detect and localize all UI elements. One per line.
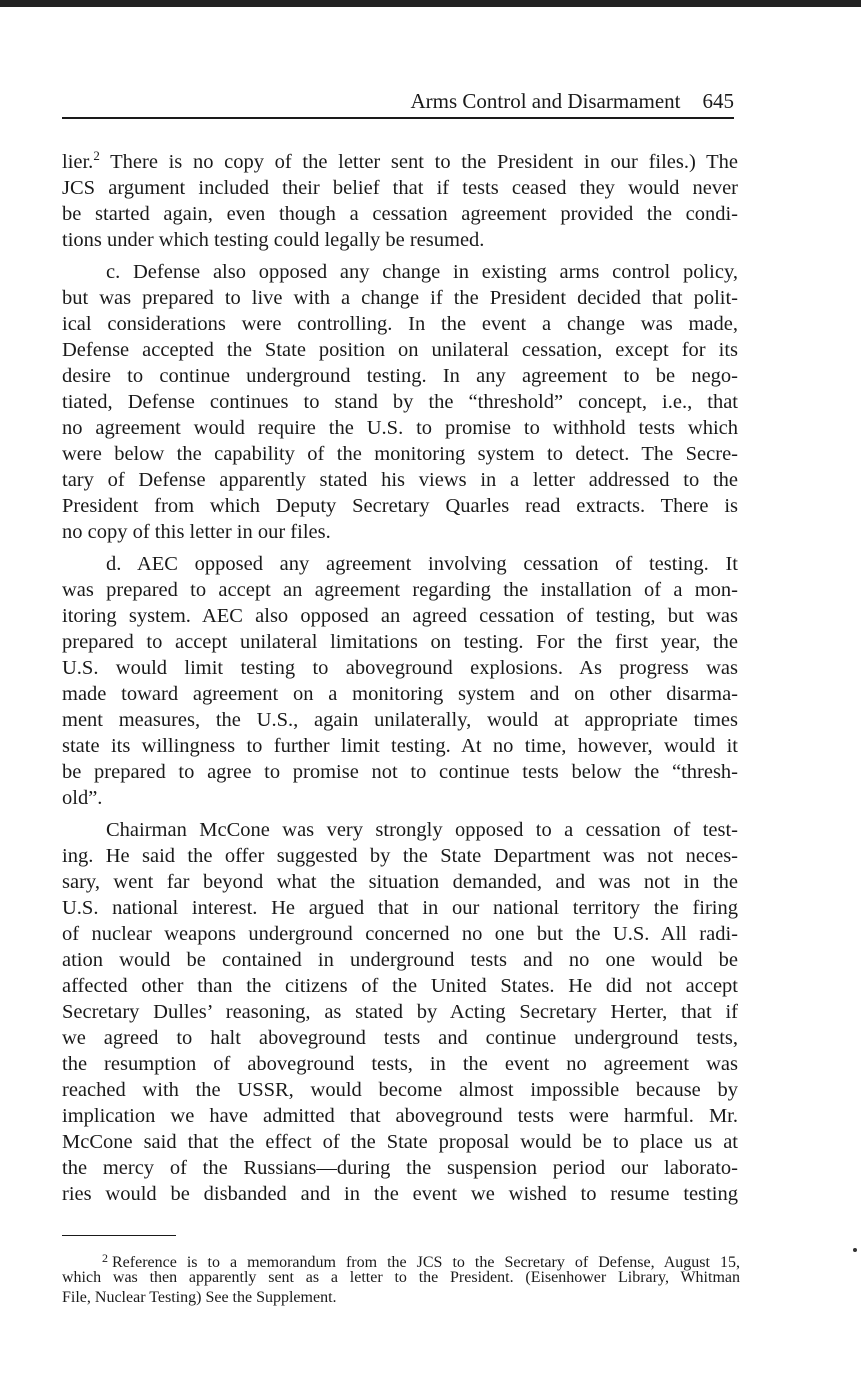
text-line: were below the capability of the monitoring system to detect. The Secre- (62, 443, 738, 465)
text-line: d. AEC opposed any agreement involving cessation of testing. It (106, 553, 738, 575)
text-line: no agreement would require the U.S. to promise to withhold tests which (62, 417, 738, 439)
footnote-line: which was then apparently sent as a letter to the President. (Eisenhower Library, Whitman (62, 1269, 740, 1286)
text-line: McCone said that the effect of the State proposal would be to place us at (62, 1131, 738, 1153)
text-line: affected other than the citizens of the United States. He did not accept (62, 975, 738, 997)
text-line: made toward agreement on a monitoring system and on other disarma- (62, 683, 738, 705)
text-line: desire to continue underground testing. In any agreement to be nego- (62, 365, 738, 387)
text-line: U.S. national interest. He argued that in our national territory the firing (62, 897, 738, 919)
text-line: lier.$^2$ There is no copy of the letter sent to the President in our files.) The (62, 148, 738, 173)
text-line: we agreed to halt aboveground tests and continue underground tests, (62, 1027, 738, 1049)
text-line: Defense accepted the State position on unilateral cessation, except for its (62, 339, 738, 361)
text-line: itoring system. AEC also opposed an agreed cessation of testing, but was (62, 605, 738, 627)
text-line: reached with the USSR, would become almost impossible because by (62, 1079, 738, 1101)
text-line: but was prepared to live with a change if the President decided that polit- (62, 287, 738, 309)
text-line: tary of Defense apparently stated his views in a letter addressed to the (62, 469, 738, 491)
paragraph-continuation (62, 149, 738, 253)
text-line: sary, went far beyond what the situation demanded, and was not in the (62, 871, 738, 893)
running-head (62, 86, 734, 116)
text-line: old”. (62, 787, 103, 809)
paragraph-d (62, 551, 738, 811)
text-line: ment measures, the U.S., again unilaterally, would at appropriate times (62, 709, 738, 731)
scan-speck (853, 1248, 857, 1252)
text-line: U.S. would limit testing to aboveground explosions. As progress was (62, 657, 738, 679)
text-line: the mercy of the Russians—during the suspension period our laborato- (62, 1157, 738, 1179)
text-line: be started again, even though a cessation agreement provided the condi- (62, 203, 738, 225)
text-line: be prepared to agree to promise not to continue tests below the “thresh- (62, 761, 738, 783)
text-line: no copy of this letter in our files. (62, 521, 331, 543)
text-line: c. Defense also opposed any change in existing arms control policy, (106, 261, 738, 283)
page-top-edge (0, 0, 861, 7)
running-head-title: Arms Control and Disarmament (410, 89, 681, 113)
text-line: ation would be contained in underground tests and no one would be (62, 949, 738, 971)
page-number: 645 (702, 89, 734, 113)
text-line: tions under which testing could legally be resumed. (62, 229, 485, 251)
footnote-marker: 2 (102, 1251, 108, 1265)
header-rule (62, 117, 734, 119)
text-line: ing. He said the offer suggested by the State Department was not neces- (62, 845, 738, 867)
text-line: implication we have admitted that aboveground tests were harmful. Mr. (62, 1105, 738, 1127)
text-line: prepared to accept unilateral limitations on testing. For the first year, the (62, 631, 738, 653)
footnote (62, 1248, 740, 1308)
text-line: state its willingness to further limit testing. At no time, however, would it (62, 735, 738, 757)
text-line: ries would be disbanded and in the event we wished to resume testing (62, 1183, 738, 1205)
body-text (62, 149, 738, 1207)
text-line: Secretary Dulles’ reasoning, as stated by Acting Secretary Herter, that if (62, 1001, 738, 1023)
paragraph-c (62, 259, 738, 545)
text-line: tiated, Defense continues to stand by the “threshold” concept, i.e., that (62, 391, 738, 413)
text-line: ical considerations were controlling. In the event a change was made, (62, 313, 738, 335)
paragraph-mccone (62, 817, 738, 1207)
footnote-line: File, Nuclear Testing) See the Supplement. (62, 1289, 337, 1306)
text-line: the resumption of aboveground tests, in the event no agreement was (62, 1053, 738, 1075)
text-line: JCS argument included their belief that if tests ceased they would never (62, 177, 738, 199)
footnote-line: $^2$ Reference is to a memorandum from the JCS to the Secretary of Defense, August 15, (102, 1251, 740, 1271)
text-line: of nuclear weapons underground concerned no one but the U.S. All radi- (62, 923, 738, 945)
text-line: President from which Deputy Secretary Quarles read extracts. There is (62, 495, 738, 517)
footnote-reference: 2 (93, 148, 100, 164)
text-line: Chairman McCone was very strongly opposed to a cessation of test- (106, 819, 738, 841)
footnote-rule (62, 1235, 176, 1236)
text-line: was prepared to accept an agreement regarding the installation of a mon- (62, 579, 738, 601)
